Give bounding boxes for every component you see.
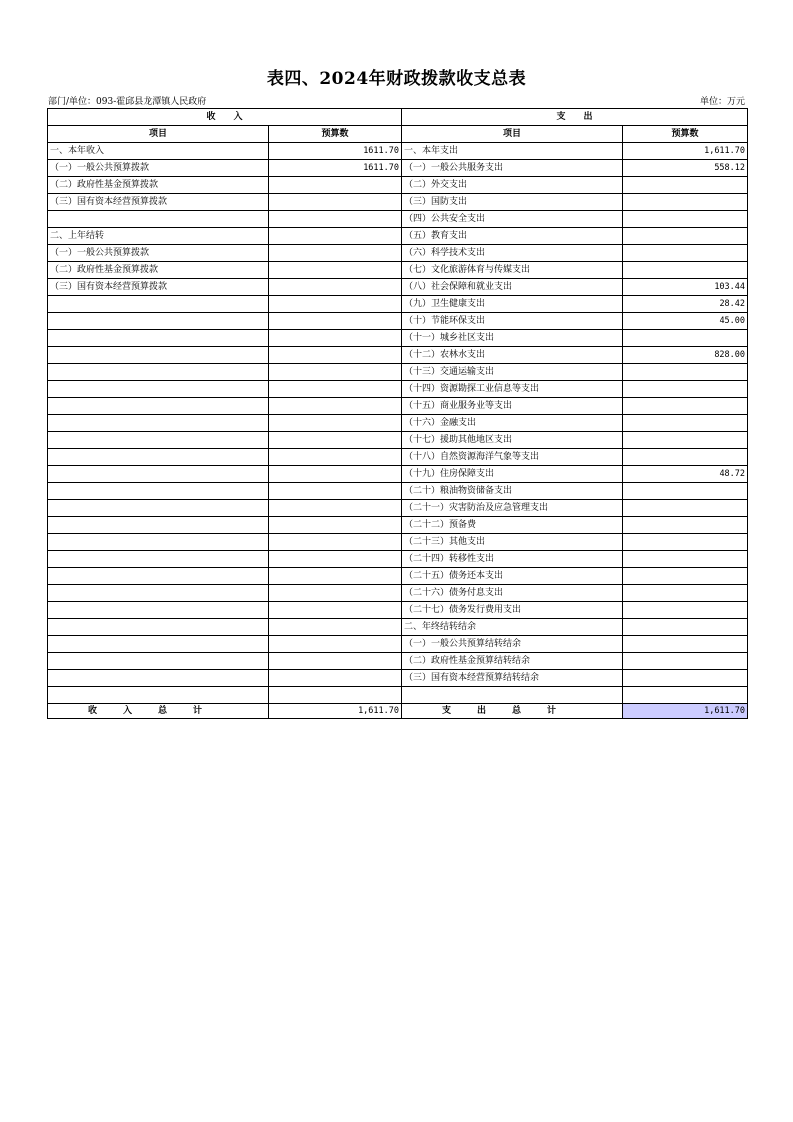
- income-item-cell: （三）国有资本经营预算拨款: [48, 279, 269, 296]
- expense-item-cell: （三）国防支出: [402, 194, 623, 211]
- table-row: [48, 296, 748, 313]
- income-value-cell: [269, 636, 402, 653]
- table-row: [48, 398, 748, 415]
- income-item-cell: [48, 619, 269, 636]
- income-value-cell: [269, 398, 402, 415]
- expense-value-cell: [623, 262, 748, 279]
- table-row: [48, 245, 748, 262]
- expense-item-cell: （九）卫生健康支出: [402, 296, 623, 313]
- income-item-cell: [48, 483, 269, 500]
- table-row: [48, 313, 748, 330]
- expense-item-cell: （十三）交通运输支出: [402, 364, 623, 381]
- income-item-cell: [48, 568, 269, 585]
- expense-value-cell: [623, 245, 748, 262]
- expense-item-cell: （十九）住房保障支出: [402, 466, 623, 483]
- expense-item-cell: （二十六）债务付息支出: [402, 585, 623, 602]
- expense-total-value: 1,611.70: [623, 704, 748, 719]
- expense-value-cell: [623, 381, 748, 398]
- expense-item-cell: （十五）商业服务业等支出: [402, 398, 623, 415]
- expense-item-cell: （十一）城乡社区支出: [402, 330, 623, 347]
- expense-item-cell: （二十四）转移性支出: [402, 551, 623, 568]
- table-row: [48, 143, 748, 160]
- income-value-cell: [269, 194, 402, 211]
- income-item-cell: （二）政府性基金预算拨款: [48, 262, 269, 279]
- income-item-cell: [48, 517, 269, 534]
- income-item-cell: 二、上年结转: [48, 228, 269, 245]
- expense-value-cell: [623, 415, 748, 432]
- income-item-cell: [48, 653, 269, 670]
- income-value-cell: [269, 296, 402, 313]
- unit-label: 单位：万元: [699, 97, 745, 107]
- table-row: [48, 466, 748, 483]
- income-value-cell: [269, 211, 402, 228]
- income-item-cell: [48, 466, 269, 483]
- income-value-cell: [269, 449, 402, 466]
- income-total-value: 1,611.70: [269, 704, 402, 719]
- section-header-row: [48, 109, 748, 126]
- page-title: 表四、2024年财政拨款收支总表: [266, 69, 527, 89]
- table-row: [48, 517, 748, 534]
- expense-total-label: 支出总计: [402, 704, 623, 719]
- income-item-cell: （一）一般公共预算拨款: [48, 160, 269, 177]
- income-item-header: 项目: [48, 126, 269, 143]
- expense-budget-header: 预算数: [623, 126, 748, 143]
- table-row: [48, 534, 748, 551]
- table-row: [48, 347, 748, 364]
- table-row: [48, 364, 748, 381]
- table-row: [48, 602, 748, 619]
- expense-value-cell: [623, 517, 748, 534]
- income-section-header: 收 入: [48, 109, 402, 126]
- income-value-cell: [269, 432, 402, 449]
- income-value-cell: [269, 483, 402, 500]
- total-row: [48, 704, 748, 719]
- expense-item-cell: （一）一般公共预算结转结余: [402, 636, 623, 653]
- expense-value-cell: [623, 500, 748, 517]
- income-item-cell: [48, 687, 269, 704]
- income-value-cell: [269, 364, 402, 381]
- expense-item-cell: （十）节能环保支出: [402, 313, 623, 330]
- income-item-cell: [48, 534, 269, 551]
- expense-item-cell: （二）外交支出: [402, 177, 623, 194]
- expense-item-cell: 一、本年支出: [402, 143, 623, 160]
- income-item-cell: （一）一般公共预算拨款: [48, 245, 269, 262]
- expense-item-cell: （十六）金融支出: [402, 415, 623, 432]
- table-row: [48, 619, 748, 636]
- income-value-cell: [269, 347, 402, 364]
- expense-value-cell: [623, 364, 748, 381]
- table-row: [48, 483, 748, 500]
- expense-item-cell: 二、年终结转结余: [402, 619, 623, 636]
- expense-item-cell: （二十一）灾害防治及应急管理支出: [402, 500, 623, 517]
- income-value-cell: [269, 313, 402, 330]
- expense-item-header: 项目: [402, 126, 623, 143]
- income-item-cell: [48, 381, 269, 398]
- expense-item-cell: （二十五）债务还本支出: [402, 568, 623, 585]
- income-value-cell: [269, 534, 402, 551]
- income-value-cell: [269, 687, 402, 704]
- expense-item-cell: （六）科学技术支出: [402, 245, 623, 262]
- table-row: [48, 279, 748, 296]
- expense-value-cell: [623, 432, 748, 449]
- income-value-cell: [269, 245, 402, 262]
- income-item-cell: （三）国有资本经营预算拨款: [48, 194, 269, 211]
- income-item-cell: [48, 585, 269, 602]
- expense-item-cell: （十四）资源勘探工业信息等支出: [402, 381, 623, 398]
- expense-item-cell: （十八）自然资源海洋气象等支出: [402, 449, 623, 466]
- expense-value-cell: [623, 619, 748, 636]
- income-item-cell: [48, 432, 269, 449]
- income-total-label: 收入总计: [48, 704, 269, 719]
- income-value-cell: [269, 551, 402, 568]
- expense-value-cell: [623, 194, 748, 211]
- income-value-cell: [269, 653, 402, 670]
- expense-item-cell: （二十二）预备费: [402, 517, 623, 534]
- income-value-cell: [269, 568, 402, 585]
- department-label: 部门/单位：093-霍邱县龙潭镇人民政府: [48, 97, 207, 107]
- table-row: [48, 330, 748, 347]
- table-row: [48, 211, 748, 228]
- income-item-cell: [48, 347, 269, 364]
- table-row: [48, 500, 748, 517]
- table-row: [48, 568, 748, 585]
- expense-item-cell: （十七）援助其他地区支出: [402, 432, 623, 449]
- expense-item-cell: （四）公共安全支出: [402, 211, 623, 228]
- income-value-cell: [269, 262, 402, 279]
- table-row: [48, 194, 748, 211]
- table-row: [48, 262, 748, 279]
- table-row: [48, 432, 748, 449]
- income-item-cell: [48, 398, 269, 415]
- income-value-cell: [269, 670, 402, 687]
- expense-item-cell: （二十三）其他支出: [402, 534, 623, 551]
- income-value-cell: [269, 415, 402, 432]
- table-row: [48, 636, 748, 653]
- income-item-cell: [48, 211, 269, 228]
- income-value-cell: [269, 619, 402, 636]
- expense-item-cell: （五）教育支出: [402, 228, 623, 245]
- expense-item-cell: （七）文化旅游体育与传媒支出: [402, 262, 623, 279]
- table-row: [48, 670, 748, 687]
- expense-item-cell: （二）政府性基金预算结转结余: [402, 653, 623, 670]
- expense-value-cell: [623, 449, 748, 466]
- table-row: [48, 449, 748, 466]
- income-item-cell: [48, 449, 269, 466]
- income-item-cell: [48, 670, 269, 687]
- income-item-cell: 一、本年收入: [48, 143, 269, 160]
- income-item-cell: [48, 296, 269, 313]
- income-budget-header: 预算数: [269, 126, 402, 143]
- income-item-cell: [48, 551, 269, 568]
- table-row: [48, 228, 748, 245]
- expense-value-cell: [623, 398, 748, 415]
- income-item-cell: [48, 415, 269, 432]
- table-row: [48, 687, 748, 704]
- expense-value-cell: [623, 585, 748, 602]
- income-value-cell: [269, 279, 402, 296]
- expense-value-cell: 45.00: [623, 313, 748, 330]
- expense-value-cell: [623, 602, 748, 619]
- expense-value-cell: 828.00: [623, 347, 748, 364]
- expense-value-cell: 48.72: [623, 466, 748, 483]
- table-row: [48, 381, 748, 398]
- income-value-cell: [269, 330, 402, 347]
- income-item-cell: [48, 636, 269, 653]
- income-value-cell: [269, 500, 402, 517]
- income-item-cell: [48, 500, 269, 517]
- income-value-cell: [269, 466, 402, 483]
- expense-value-cell: 558.12: [623, 160, 748, 177]
- income-value-cell: 1611.70: [269, 160, 402, 177]
- table-row: [48, 585, 748, 602]
- expense-item-cell: （二十）粮油物资储备支出: [402, 483, 623, 500]
- expense-value-cell: [623, 568, 748, 585]
- expense-item-cell: （八）社会保障和就业支出: [402, 279, 623, 296]
- income-value-cell: [269, 177, 402, 194]
- expense-item-cell: （二十七）债务发行费用支出: [402, 602, 623, 619]
- table-row: [48, 551, 748, 568]
- expense-value-cell: [623, 687, 748, 704]
- budget-summary-table: [47, 108, 748, 719]
- income-item-cell: （二）政府性基金预算拨款: [48, 177, 269, 194]
- expense-value-cell: [623, 483, 748, 500]
- expense-value-cell: 28.42: [623, 296, 748, 313]
- expense-value-cell: [623, 636, 748, 653]
- expense-value-cell: [623, 551, 748, 568]
- expense-value-cell: [623, 228, 748, 245]
- expense-value-cell: 1,611.70: [623, 143, 748, 160]
- table-row: [48, 415, 748, 432]
- income-value-cell: [269, 517, 402, 534]
- expense-section-header: 支 出: [402, 109, 748, 126]
- column-header-row: [48, 126, 748, 143]
- expense-value-cell: [623, 670, 748, 687]
- table-row: [48, 177, 748, 194]
- expense-value-cell: [623, 177, 748, 194]
- income-item-cell: [48, 364, 269, 381]
- expense-value-cell: [623, 211, 748, 228]
- income-value-cell: 1611.70: [269, 143, 402, 160]
- income-value-cell: [269, 585, 402, 602]
- table-row: [48, 653, 748, 670]
- expense-item-cell: [402, 687, 623, 704]
- expense-item-cell: （十二）农林水支出: [402, 347, 623, 364]
- table-row: [48, 160, 748, 177]
- expense-item-cell: （一）一般公共服务支出: [402, 160, 623, 177]
- expense-value-cell: 103.44: [623, 279, 748, 296]
- income-value-cell: [269, 381, 402, 398]
- expense-value-cell: [623, 653, 748, 670]
- expense-value-cell: [623, 330, 748, 347]
- expense-item-cell: （三）国有资本经营预算结转结余: [402, 670, 623, 687]
- income-item-cell: [48, 330, 269, 347]
- income-item-cell: [48, 313, 269, 330]
- income-value-cell: [269, 602, 402, 619]
- income-item-cell: [48, 602, 269, 619]
- expense-value-cell: [623, 534, 748, 551]
- income-value-cell: [269, 228, 402, 245]
